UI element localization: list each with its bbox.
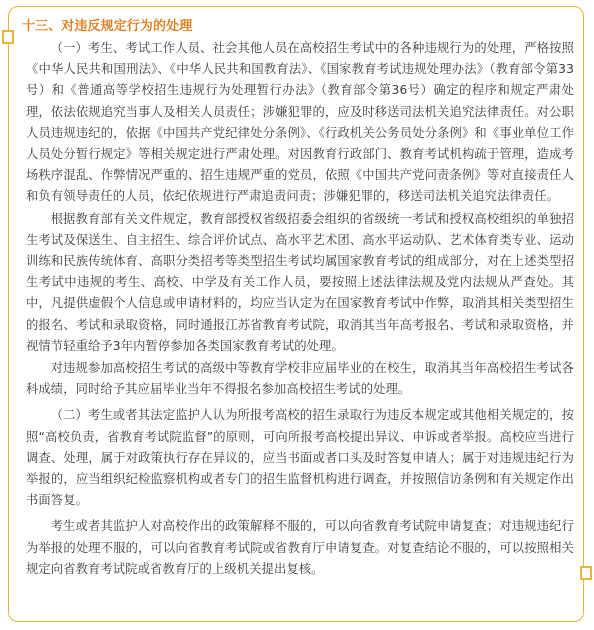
section-title: 十三、对违反规定行为的处理 — [22, 19, 193, 34]
frame-corner-ornament-right — [580, 566, 592, 580]
paragraph-1: （一）考生、考试工作人员、社会其他人员在高校招生考试中的各种违规行为的处理，严格按照《中华人民共和国刑法》、《中华人民共和国教育法》、《国家教育考试违规处理办法》（教育部令第33号）和《普通高等学校招生违规行为处理暂行办法》（教育部令第36号）确定的程序和规定严肃处理，依法依规追究当事人及相关人员责任；涉嫌犯罪的，应及时移送司法机关追究法律责任。对公职人员违规违纪的，依据《中国共产党纪律处分条例》、《行政机关公务员处分条例》和《事业单位工作人员处分暂行规定》等相关规定进行严肃处理。对因教育行政部门、教育考试机构疏于管理，造成考场秩序混乱、作弊情况严重的、招生违规严重的党员，依照《中国共产党问责条例》等对直接责任人和负有领导责任的人员，依纪依规进行严肃追责问责；涉嫌犯罪的，移送司法机关追究法律责任。 — [26, 41, 574, 204]
paragraph-3: 对违规参加高校招生考试的高级中等教育学校非应届毕业的在校生，取消其当年高校招生考试各科成绩，同时给予其应届毕业当年不得报名参加高校招生考试的处理。 — [26, 361, 574, 397]
article-body — [22, 16, 574, 581]
paragraph-2: 根据教育部有关文件规定，教育部授权省级招委会组织的省级统一考试和授权高校组织的单独招生考试及保送生、自主招生、综合评价试点、高水平艺术团、高水平运动队、艺术体育类专业、运动训练和民族传统体育、高职分类招考等类型招生考试均属国家教育考试的组成部分，对在上述类型招生考试中违规的考生、高校、中学及有关工作人员，要按照上述法律法规及党内法规从严查处。其中，凡提供虚假个人信息或申请材料的，均应当认定为在国家教育考试中作弊，取消其相关类型招生的报名、考试和录取资格，同时通报江苏省教育考试院，取消其当年高考报名、考试和录取资格，并视情节轻重给予3年内暂停参加各类国家教育考试的处理。 — [26, 211, 574, 353]
paragraph-4: （二）考生或者其法定监护人认为所报考高校的招生录取行为违反本规定或其他相关规定的，按照“高校负责，省教育考试院监督”的原则，可向所报考高校提出异议、申诉或者举报。高校应当进行调查、处理，属于对政策执行存在异议的，应当书面或者口头及时答复申请人；属于对违规违纪行为举报的，应当组织纪检监察机构或者专门的招生监督机构进行调查，并按照信访条例和有关规定作出书面答复。 — [26, 408, 574, 508]
frame-corner-ornament-left — [2, 30, 14, 44]
paragraph-5: 考生或者其监护人对高校作出的政策解释不服的，可以向省教育考试院申请复查；对违规违纪行为举报的处理不服的，可以向省教育考试院或省教育厅申请复查。对复查结论不服的，可以按照相关规定向省教育考试院或省教育厅的上级机关提出复核。 — [26, 519, 574, 576]
